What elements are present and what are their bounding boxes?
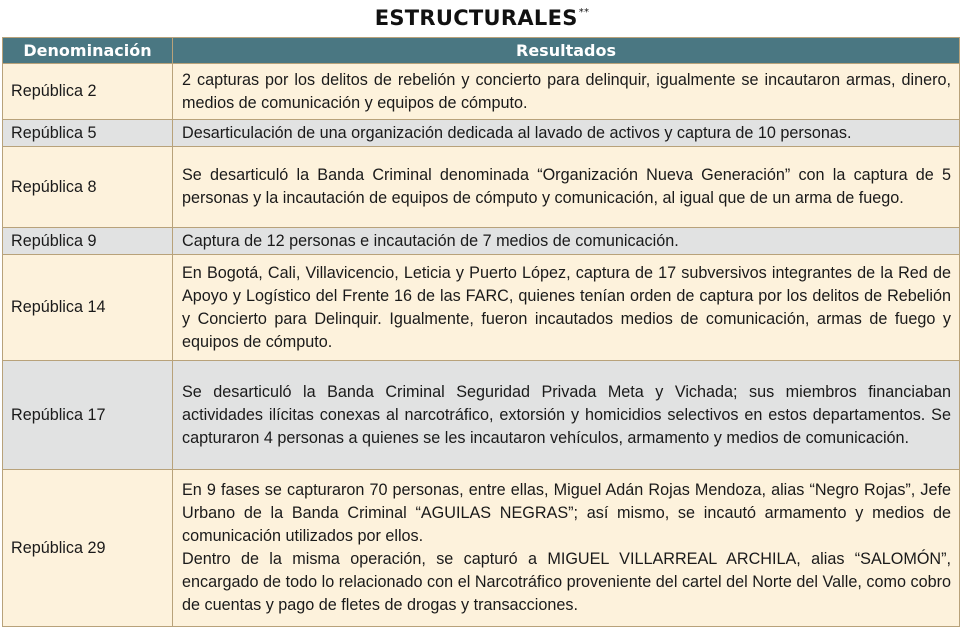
result-paragraph: Dentro de la misma operación, se capturó a MIGUEL VILLARREAL ARCHILA, alias “SALOMÓN”, encargado de todo lo relacionado con el Narcotráfico proveniente del cartel del Norte del Valle, como cobro de cuentas y pago de fletes de drogas y transacciones. <box>182 550 951 614</box>
row-name: República 2 <box>3 64 173 120</box>
result-paragraph: En 9 fases se capturaron 70 personas, entre ellas, Miguel Adán Rojas Mendoza, alias “Negro Rojas”, Jefe Urbano de la Banda Criminal “AGUILAS NEGRAS”; así mismo, se incautó armamento y medios de comunicación utilizados por ellos. <box>182 481 951 545</box>
table-row <box>3 120 960 147</box>
table-row <box>3 147 960 228</box>
header-resultados: Resultados <box>173 38 960 64</box>
result-paragraph: Captura de 12 personas e incautación de 7 medios de comunicación. <box>182 231 679 250</box>
result-paragraph: Se desarticuló la Banda Criminal denominada “Organización Nueva Generación” con la captura de 5 personas y la incautación de equipos de cómputo y comunicación, al igual que de un arma de fuego. <box>182 166 951 207</box>
row-result <box>173 228 960 255</box>
row-name: República 5 <box>3 120 173 147</box>
results-table <box>2 37 960 627</box>
table-row <box>3 255 960 361</box>
row-result <box>173 120 960 147</box>
result-paragraph: En Bogotá, Cali, Villavicencio, Leticia y Puerto López, captura de 17 subversivos integrantes de la Red de Apoyo y Logístico del Frente 16 de las FARC, quienes tenían orden de captura por los delitos de Rebelión y Concierto para Delinquir. Igualmente, fueron incautados medios de comunicación, armas de fuego y equipos de cómputo. <box>182 263 951 351</box>
row-result <box>173 64 960 120</box>
table-row <box>3 470 960 627</box>
row-result <box>173 147 960 228</box>
title-text: ESTRUCTURALES <box>374 6 578 30</box>
row-name: República 17 <box>3 361 173 470</box>
result-paragraph: 2 capturas por los delitos de rebelión y concierto para delinquir, igualmente se incautaron armas, dinero, medios de comunicación y equipos de cómputo. <box>182 70 951 112</box>
row-result <box>173 255 960 361</box>
table-row <box>3 361 960 470</box>
table-row <box>3 64 960 120</box>
table-header-row <box>3 38 960 64</box>
table-row <box>3 228 960 255</box>
table-body <box>3 64 960 627</box>
header-denominacion: Denominación <box>3 38 173 64</box>
row-result <box>173 361 960 470</box>
result-paragraph: Se desarticuló la Banda Criminal Seguridad Privada Meta y Vichada; sus miembros financiaban actividades ilícitas conexas al narcotráfico, extorsión y homicidios selectivos en estos departamentos. Se capturaron 4 personas a quienes se les incautaron vehículos, armamento y medios de comunicación. <box>182 382 951 447</box>
row-name: República 29 <box>3 470 173 627</box>
row-name: República 14 <box>3 255 173 361</box>
result-paragraph: Desarticulación de una organización dedicada al lavado de activos y captura de 10 personas. <box>182 123 852 142</box>
title-footnote-mark: ** <box>578 7 590 18</box>
row-name: República 9 <box>3 228 173 255</box>
page-title <box>0 0 964 37</box>
row-result <box>173 470 960 627</box>
row-name: República 8 <box>3 147 173 228</box>
